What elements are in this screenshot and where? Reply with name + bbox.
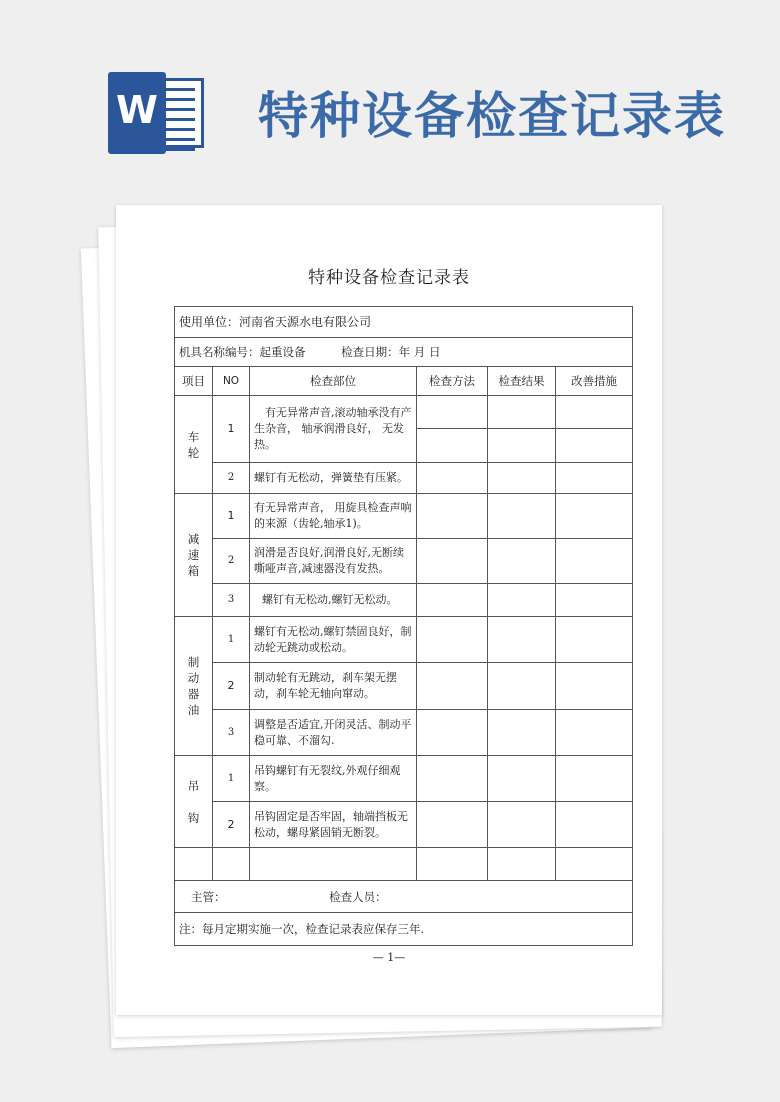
method-cell[interactable] bbox=[417, 710, 488, 756]
result-cell[interactable] bbox=[488, 663, 556, 710]
method-cell[interactable] bbox=[417, 617, 488, 663]
method-cell[interactable] bbox=[417, 463, 488, 494]
method-cell[interactable] bbox=[417, 396, 488, 429]
item-content: 螺钉有无松动,螺钉无松动。 bbox=[250, 584, 417, 617]
result-cell[interactable] bbox=[488, 539, 556, 584]
item-content: 螺钉有无松动，弹簧垫有压紧。 bbox=[250, 463, 417, 494]
table-row bbox=[175, 710, 633, 756]
table-row bbox=[175, 663, 633, 710]
item-content[interactable] bbox=[250, 848, 417, 881]
machine-field: 机具名称编号：起重设备 bbox=[179, 345, 306, 359]
supervisor-field: 主管： bbox=[191, 889, 226, 904]
method-cell[interactable] bbox=[417, 494, 488, 539]
table-row bbox=[175, 584, 633, 617]
table-row bbox=[175, 802, 633, 848]
word-document-icon bbox=[108, 72, 208, 154]
item-content: 吊钩固定是否牢固，轴端挡板无松动，螺母紧固销无断裂。 bbox=[250, 802, 417, 848]
method-cell[interactable] bbox=[417, 802, 488, 848]
measure-cell[interactable] bbox=[556, 396, 633, 429]
result-cell[interactable] bbox=[488, 617, 556, 663]
measure-cell[interactable] bbox=[556, 584, 633, 617]
group-label: 吊 钩 bbox=[175, 756, 213, 848]
item-content: 制动轮有无跳动，刹车架无摆动，刹车轮无轴向窜动。 bbox=[250, 663, 417, 710]
item-number: 3 bbox=[213, 710, 250, 756]
result-cell[interactable] bbox=[488, 756, 556, 802]
inspector-field: 检查人员： bbox=[329, 889, 387, 904]
measure-cell[interactable] bbox=[556, 663, 633, 710]
item-number: 2 bbox=[213, 802, 250, 848]
measure-cell[interactable] bbox=[556, 617, 633, 663]
group-label: 减 速 箱 bbox=[175, 494, 213, 617]
table-header-row bbox=[175, 367, 633, 396]
unit-field: 使用单位：河南省天源水电有限公司 bbox=[175, 307, 633, 338]
item-content: 有无异常声音， 用旋具检查声响的来源（齿轮,轴承1)。 bbox=[250, 494, 417, 539]
measure-cell[interactable] bbox=[556, 494, 633, 539]
method-cell[interactable] bbox=[417, 756, 488, 802]
item-number: 1 bbox=[213, 617, 250, 663]
measure-cell[interactable] bbox=[556, 429, 633, 463]
table-row bbox=[175, 617, 633, 663]
item-number: 2 bbox=[213, 539, 250, 584]
measure-cell[interactable] bbox=[556, 539, 633, 584]
item-number: 1 bbox=[213, 396, 250, 463]
table-row-empty bbox=[175, 848, 633, 881]
measure-cell[interactable] bbox=[556, 710, 633, 756]
measure-cell[interactable] bbox=[556, 802, 633, 848]
table-row bbox=[175, 396, 633, 429]
result-cell[interactable] bbox=[488, 584, 556, 617]
column-header: 检查部位 bbox=[250, 367, 417, 396]
document-title: 特种设备检查记录表 bbox=[308, 268, 470, 288]
method-cell[interactable] bbox=[417, 663, 488, 710]
column-header: 项目 bbox=[175, 367, 213, 396]
note-row bbox=[175, 913, 633, 946]
banner-title: 特种设备检查记录表 bbox=[258, 87, 726, 145]
result-cell[interactable] bbox=[488, 848, 556, 881]
method-cell[interactable] bbox=[417, 539, 488, 584]
table-row bbox=[175, 494, 633, 539]
signature-row bbox=[175, 881, 633, 913]
document-page bbox=[116, 205, 662, 1015]
table-row bbox=[175, 756, 633, 802]
result-cell[interactable] bbox=[488, 494, 556, 539]
result-cell[interactable] bbox=[488, 463, 556, 494]
item-number: 2 bbox=[213, 663, 250, 710]
result-cell[interactable] bbox=[488, 429, 556, 463]
item-number: 1 bbox=[213, 494, 250, 539]
item-number: 2 bbox=[213, 463, 250, 494]
page-number: — 1— bbox=[372, 951, 406, 964]
measure-cell[interactable] bbox=[556, 756, 633, 802]
item-content: 吊钩螺钉有无裂纹,外观仔细观察。 bbox=[250, 756, 417, 802]
inspection-table bbox=[174, 306, 633, 946]
column-header: NO bbox=[213, 367, 250, 396]
measure-cell[interactable] bbox=[556, 463, 633, 494]
group-label: 车 轮 bbox=[175, 396, 213, 494]
item-number: 1 bbox=[213, 756, 250, 802]
method-cell[interactable] bbox=[417, 429, 488, 463]
header-banner bbox=[0, 0, 780, 190]
machine-date-row bbox=[175, 338, 633, 367]
result-cell[interactable] bbox=[488, 802, 556, 848]
column-header: 检查方法 bbox=[417, 367, 488, 396]
word-logo-letter: W bbox=[116, 88, 158, 132]
item-content: 润滑是否良好,润滑良好,无断续嘶哑声音,减速器没有发热。 bbox=[250, 539, 417, 584]
result-cell[interactable] bbox=[488, 710, 556, 756]
item-content: 有无异常声音,滚动轴承没有产生杂音， 轴承润滑良好， 无发热。 bbox=[250, 396, 417, 463]
item-number: 3 bbox=[213, 584, 250, 617]
item-content: 螺钉有无松动,螺钉禁固良好，制动轮无跳动或松动。 bbox=[250, 617, 417, 663]
table-row bbox=[175, 539, 633, 584]
date-field: 检查日期：年 月 日 bbox=[341, 345, 441, 359]
result-cell[interactable] bbox=[488, 396, 556, 429]
measure-cell[interactable] bbox=[556, 848, 633, 881]
table-row bbox=[175, 463, 633, 494]
method-cell[interactable] bbox=[417, 848, 488, 881]
column-header: 改善措施 bbox=[556, 367, 633, 396]
column-header: 检查结果 bbox=[488, 367, 556, 396]
note-text: 注：每月定期实施一次，检查记录表应保存三年. bbox=[175, 913, 633, 946]
item-content: 调整是否适宜,开闭灵活、制动平稳可靠、不溜勾. bbox=[250, 710, 417, 756]
group-label: 制 动 器 油 bbox=[175, 617, 213, 756]
method-cell[interactable] bbox=[417, 584, 488, 617]
